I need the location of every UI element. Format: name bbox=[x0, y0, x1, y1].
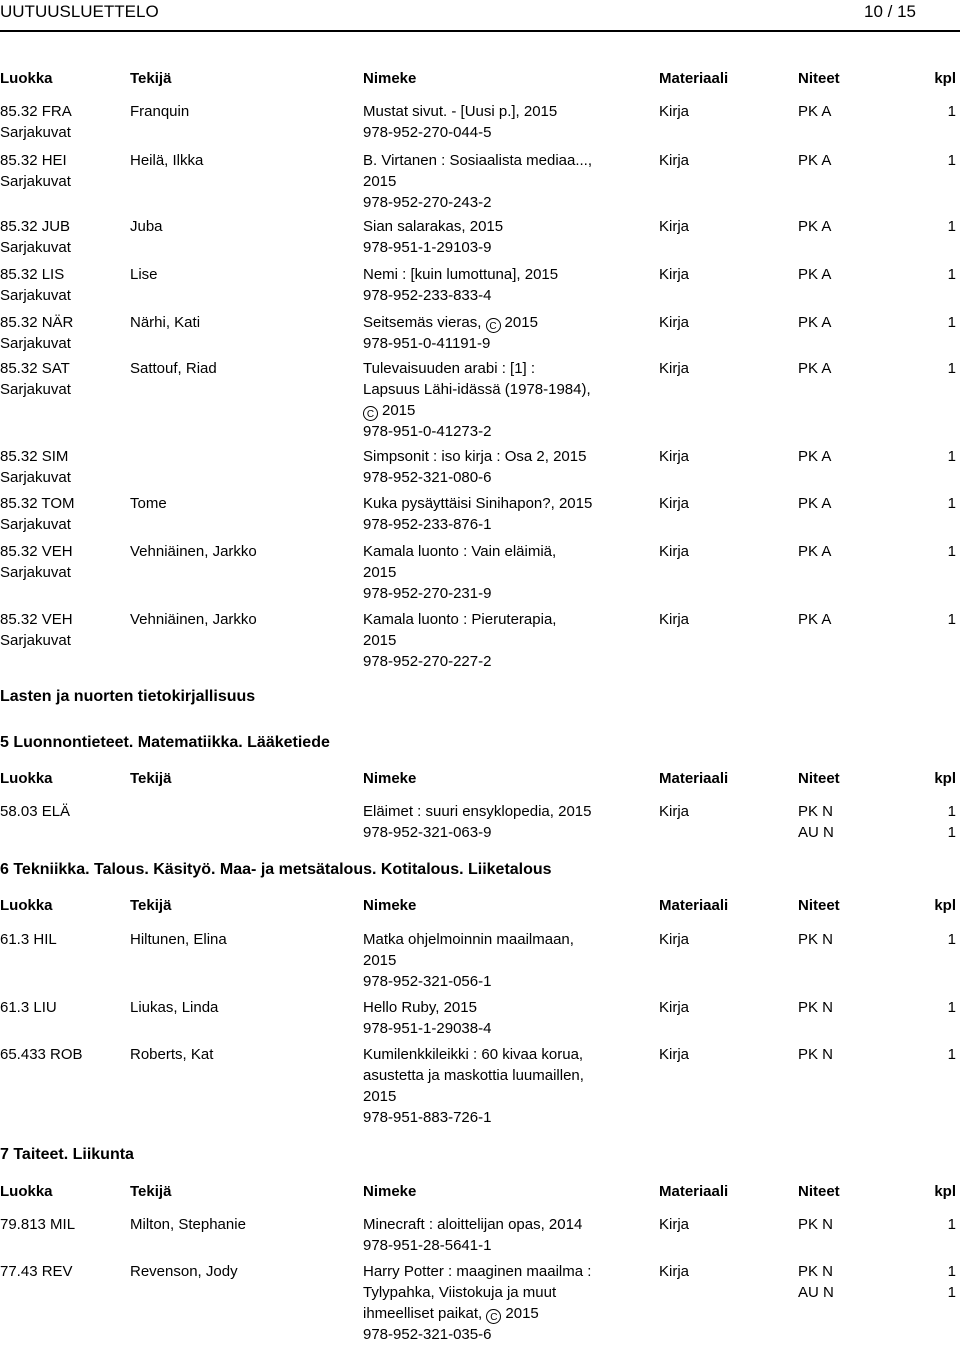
luokka-line: Sarjakuvat bbox=[0, 469, 71, 486]
cell-materiaali: Kirja bbox=[659, 543, 690, 560]
luokka-line: 85.32 TOM bbox=[0, 495, 75, 512]
niteet-line: PK A bbox=[798, 266, 832, 283]
niteet-line: PK N bbox=[798, 999, 834, 1016]
cell-kpl bbox=[948, 1044, 956, 1065]
column-header-nimeke: Nimeke bbox=[363, 770, 417, 787]
niteet-line: AU N bbox=[798, 824, 834, 841]
column-header-niteet: Niteet bbox=[798, 770, 840, 787]
nimeke-line: 978-951-883-726-1 bbox=[363, 1109, 492, 1126]
cell-materiaali: Kirja bbox=[659, 495, 690, 512]
section-heading: Lasten ja nuorten tietokirjallisuus bbox=[0, 688, 256, 705]
cell-niteet bbox=[798, 446, 831, 467]
cell-tekija: Juba bbox=[130, 218, 163, 235]
copyright-icon: C bbox=[486, 1309, 501, 1324]
nimeke-text: Seitsemäs vieras, bbox=[363, 314, 486, 331]
nimeke-line: Sian salarakas, 2015 bbox=[363, 218, 504, 235]
kpl-line: 1 bbox=[947, 448, 956, 465]
niteet-line: PK N bbox=[798, 1216, 834, 1233]
kpl-line: 1 bbox=[947, 152, 956, 169]
cell-luokka bbox=[0, 1214, 75, 1235]
cell-tekija: Heilä, Ilkka bbox=[130, 152, 204, 169]
column-header-kpl: kpl bbox=[934, 1183, 956, 1200]
nimeke-line: B. Virtanen : Sosiaalista mediaa..., bbox=[363, 152, 593, 169]
nimeke-line bbox=[363, 400, 591, 421]
cell-luokka bbox=[0, 997, 57, 1018]
luokka-line: Sarjakuvat bbox=[0, 564, 71, 581]
cell-tekija: Liukas, Linda bbox=[130, 999, 219, 1016]
luokka-line: Sarjakuvat bbox=[0, 287, 71, 304]
page-number: 10 / 15 bbox=[864, 2, 916, 21]
cell-luokka bbox=[0, 312, 73, 354]
cell-nimeke bbox=[363, 801, 591, 843]
luokka-line: 85.32 FRA bbox=[0, 103, 72, 120]
nimeke-line: 2015 bbox=[363, 564, 397, 581]
cell-nimeke bbox=[363, 541, 556, 604]
column-header-luokka: Luokka bbox=[0, 1183, 53, 1200]
luokka-line: 58.03 ELÄ bbox=[0, 803, 71, 820]
cell-luokka bbox=[0, 446, 71, 488]
nimeke-line: Matka ohjelmoinnin maailmaan, bbox=[363, 931, 574, 948]
cell-tekija: Närhi, Kati bbox=[130, 314, 201, 331]
luokka-line: Sarjakuvat bbox=[0, 632, 71, 649]
section-heading: 7 Taiteet. Liikunta bbox=[0, 1146, 134, 1163]
cell-niteet bbox=[798, 997, 833, 1018]
nimeke-line: 978-952-270-231-9 bbox=[363, 585, 492, 602]
cell-kpl bbox=[948, 493, 956, 514]
cell-materiaali: Kirja bbox=[659, 103, 690, 120]
niteet-line: PK N bbox=[798, 931, 834, 948]
nimeke-line: Eläimet : suuri ensyklopedia, 2015 bbox=[363, 803, 592, 820]
luokka-line: 85.32 HEI bbox=[0, 152, 67, 169]
cell-niteet bbox=[798, 264, 831, 285]
niteet-line: PK A bbox=[798, 360, 832, 377]
column-header-materiaali: Materiaali bbox=[659, 1183, 729, 1200]
cell-materiaali: Kirja bbox=[659, 611, 690, 628]
column-header-luokka: Luokka bbox=[0, 897, 53, 914]
nimeke-line: 2015 bbox=[363, 1088, 397, 1105]
luokka-line: 79.813 MIL bbox=[0, 1216, 76, 1233]
luokka-line: 61.3 LIU bbox=[0, 999, 57, 1016]
niteet-line: PK A bbox=[798, 495, 832, 512]
nimeke-line bbox=[363, 1303, 591, 1324]
kpl-line: 1 bbox=[947, 1263, 956, 1280]
luokka-line: 85.32 SAT bbox=[0, 360, 70, 377]
luokka-line: 85.32 LIS bbox=[0, 266, 65, 283]
nimeke-line: 978-952-233-833-4 bbox=[363, 287, 492, 304]
kpl-line: 1 bbox=[947, 103, 956, 120]
kpl-line: 1 bbox=[947, 824, 956, 841]
nimeke-line: Kuka pysäyttäisi Sinihapon?, 2015 bbox=[363, 495, 593, 512]
cell-kpl bbox=[948, 216, 956, 237]
nimeke-line: 2015 bbox=[363, 632, 397, 649]
cell-kpl bbox=[948, 609, 956, 630]
cell-niteet bbox=[798, 312, 831, 333]
niteet-line: PK A bbox=[798, 103, 832, 120]
cell-kpl bbox=[948, 1214, 956, 1235]
nimeke-line: Kumilenkkileikki : 60 kivaa korua, bbox=[363, 1046, 584, 1063]
kpl-line: 1 bbox=[947, 218, 956, 235]
cell-tekija: Tome bbox=[130, 495, 167, 512]
niteet-line: PK A bbox=[798, 543, 832, 560]
page-header bbox=[0, 0, 960, 28]
nimeke-text: 2015 bbox=[505, 1305, 539, 1322]
nimeke-line: Tylypahka, Viistokuja ja muut bbox=[363, 1284, 557, 1301]
niteet-line: PK A bbox=[798, 152, 832, 169]
cell-kpl bbox=[948, 101, 956, 122]
nimeke-line: Harry Potter : maaginen maailma : bbox=[363, 1263, 592, 1280]
cell-luokka bbox=[0, 358, 71, 400]
copyright-icon: C bbox=[363, 406, 378, 421]
nimeke-line: Mustat sivut. - [Uusi p.], 2015 bbox=[363, 103, 558, 120]
nimeke-line: Hello Ruby, 2015 bbox=[363, 999, 477, 1016]
nimeke-line: 978-952-321-063-9 bbox=[363, 824, 492, 841]
cell-nimeke bbox=[363, 358, 591, 442]
luokka-line: 85.32 VEH bbox=[0, 543, 73, 560]
nimeke-line: Lapsuus Lähi-idässä (1978-1984), bbox=[363, 381, 591, 398]
niteet-line: PK N bbox=[798, 1046, 834, 1063]
nimeke-line: Kamala luonto : Vain eläimiä, bbox=[363, 543, 557, 560]
kpl-line: 1 bbox=[947, 803, 956, 820]
column-header-materiaali: Materiaali bbox=[659, 70, 729, 87]
cell-nimeke bbox=[363, 1261, 591, 1345]
luokka-line: 85.32 JUB bbox=[0, 218, 71, 235]
nimeke-line: Tulevaisuuden arabi : [1] : bbox=[363, 360, 536, 377]
cell-materiaali: Kirja bbox=[659, 931, 690, 948]
cell-luokka bbox=[0, 541, 73, 583]
kpl-line: 1 bbox=[947, 266, 956, 283]
cell-niteet bbox=[798, 609, 831, 630]
cell-tekija: Milton, Stephanie bbox=[130, 1216, 246, 1233]
cell-materiaali: Kirja bbox=[659, 1216, 690, 1233]
column-header-tekija: Tekijä bbox=[130, 770, 172, 787]
kpl-line: 1 bbox=[947, 314, 956, 331]
cell-tekija: Vehniäinen, Jarkko bbox=[130, 611, 257, 628]
cell-nimeke bbox=[363, 216, 503, 258]
kpl-line: 1 bbox=[947, 360, 956, 377]
luokka-line: Sarjakuvat bbox=[0, 173, 71, 190]
nimeke-line: 978-951-1-29103-9 bbox=[363, 239, 492, 256]
nimeke-line: 978-952-270-243-2 bbox=[363, 194, 492, 211]
luokka-line: Sarjakuvat bbox=[0, 516, 71, 533]
cell-kpl bbox=[948, 150, 956, 171]
column-header-nimeke: Nimeke bbox=[363, 897, 417, 914]
nimeke-line: 2015 bbox=[363, 952, 397, 969]
cell-tekija: Sattouf, Riad bbox=[130, 360, 217, 377]
cell-kpl bbox=[948, 264, 956, 285]
cell-nimeke bbox=[363, 1044, 584, 1128]
column-header-materiaali: Materiaali bbox=[659, 897, 729, 914]
kpl-line: 1 bbox=[947, 1216, 956, 1233]
nimeke-text: ihmeelliset paikat, bbox=[363, 1305, 487, 1322]
column-header-nimeke: Nimeke bbox=[363, 1183, 417, 1200]
cell-materiaali: Kirja bbox=[659, 803, 690, 820]
cell-luokka bbox=[0, 929, 57, 950]
cell-luokka bbox=[0, 216, 71, 258]
kpl-line: 1 bbox=[947, 1284, 956, 1301]
nimeke-line: 978-951-28-5641-1 bbox=[363, 1237, 492, 1254]
kpl-line: 1 bbox=[947, 611, 956, 628]
niteet-line: PK N bbox=[798, 1263, 834, 1280]
niteet-line: AU N bbox=[798, 1284, 834, 1301]
column-header-tekija: Tekijä bbox=[130, 897, 172, 914]
cell-tekija: Revenson, Jody bbox=[130, 1263, 238, 1280]
luokka-line: 85.32 SIM bbox=[0, 448, 69, 465]
column-header-nimeke: Nimeke bbox=[363, 70, 417, 87]
nimeke-line: 2015 bbox=[363, 173, 397, 190]
section-heading: 6 Tekniikka. Talous. Käsityö. Maa- ja metsätalous. Kotitalous. Liiketalous bbox=[0, 861, 552, 878]
cell-kpl bbox=[948, 446, 956, 467]
cell-nimeke bbox=[363, 150, 592, 213]
nimeke-text: 2015 bbox=[504, 314, 538, 331]
cell-materiaali: Kirja bbox=[659, 1046, 690, 1063]
cell-niteet bbox=[798, 150, 831, 171]
cell-kpl bbox=[948, 929, 956, 950]
kpl-line: 1 bbox=[947, 495, 956, 512]
cell-niteet bbox=[798, 1214, 833, 1235]
cell-tekija: Vehniäinen, Jarkko bbox=[130, 543, 257, 560]
cell-tekija: Franquin bbox=[130, 103, 190, 120]
cell-kpl bbox=[948, 358, 956, 379]
cell-luokka bbox=[0, 264, 71, 306]
column-header-luokka: Luokka bbox=[0, 70, 53, 87]
cell-nimeke bbox=[363, 101, 557, 143]
cell-materiaali: Kirja bbox=[659, 218, 690, 235]
nimeke-line: 978-952-270-044-5 bbox=[363, 124, 492, 141]
cell-tekija: Lise bbox=[130, 266, 158, 283]
niteet-line: PK A bbox=[798, 448, 832, 465]
cell-niteet bbox=[798, 101, 831, 122]
column-header-tekija: Tekijä bbox=[130, 1183, 172, 1200]
cell-materiaali: Kirja bbox=[659, 314, 690, 331]
cell-niteet bbox=[798, 216, 831, 237]
cell-nimeke bbox=[363, 493, 592, 535]
header-rule bbox=[0, 30, 960, 32]
nimeke-line: Kamala luonto : Pieruterapia, bbox=[363, 611, 557, 628]
kpl-line: 1 bbox=[947, 543, 956, 560]
cell-niteet bbox=[798, 541, 831, 562]
cell-luokka bbox=[0, 150, 71, 192]
column-header-kpl: kpl bbox=[934, 770, 956, 787]
luokka-line: 61.3 HIL bbox=[0, 931, 57, 948]
cell-kpl bbox=[948, 801, 956, 843]
cell-nimeke bbox=[363, 609, 556, 672]
cell-kpl bbox=[948, 312, 956, 333]
cell-niteet bbox=[798, 1261, 834, 1303]
nimeke-line: Minecraft : aloittelijan opas, 2014 bbox=[363, 1216, 583, 1233]
cell-tekija: Hiltunen, Elina bbox=[130, 931, 227, 948]
cell-niteet bbox=[798, 929, 833, 950]
luokka-line: 65.433 ROB bbox=[0, 1046, 83, 1063]
document-title: UUTUUSLUETTELO bbox=[0, 2, 159, 21]
cell-niteet bbox=[798, 1044, 833, 1065]
cell-luokka bbox=[0, 1044, 83, 1065]
column-header-niteet: Niteet bbox=[798, 1183, 840, 1200]
luokka-line: Sarjakuvat bbox=[0, 239, 71, 256]
luokka-line: Sarjakuvat bbox=[0, 381, 71, 398]
column-header-luokka: Luokka bbox=[0, 770, 53, 787]
cell-nimeke bbox=[363, 997, 491, 1039]
luokka-line: Sarjakuvat bbox=[0, 335, 71, 352]
luokka-line: 77.43 REV bbox=[0, 1263, 73, 1280]
niteet-line: PK A bbox=[798, 611, 832, 628]
niteet-line: PK A bbox=[798, 218, 832, 235]
cell-materiaali: Kirja bbox=[659, 360, 690, 377]
cell-luokka bbox=[0, 493, 75, 535]
column-header-tekija: Tekijä bbox=[130, 70, 172, 87]
kpl-line: 1 bbox=[947, 1046, 956, 1063]
niteet-line: PK A bbox=[798, 314, 832, 331]
cell-nimeke bbox=[363, 1214, 582, 1256]
cell-niteet bbox=[798, 801, 834, 843]
cell-niteet bbox=[798, 358, 831, 379]
column-header-niteet: Niteet bbox=[798, 897, 840, 914]
cell-materiaali: Kirja bbox=[659, 152, 690, 169]
niteet-line: PK N bbox=[798, 803, 834, 820]
cell-luokka bbox=[0, 101, 72, 143]
nimeke-line: 978-951-0-41273-2 bbox=[363, 423, 492, 440]
cell-luokka bbox=[0, 1261, 73, 1282]
luokka-line: 85.32 VEH bbox=[0, 611, 73, 628]
nimeke-line: Simpsonit : iso kirja : Osa 2, 2015 bbox=[363, 448, 587, 465]
luokka-line: 85.32 NÄR bbox=[0, 314, 74, 331]
cell-kpl bbox=[948, 997, 956, 1018]
kpl-line: 1 bbox=[947, 931, 956, 948]
kpl-line: 1 bbox=[947, 999, 956, 1016]
nimeke-text: 2015 bbox=[382, 402, 416, 419]
cell-materiaali: Kirja bbox=[659, 999, 690, 1016]
cell-luokka bbox=[0, 609, 73, 651]
cell-materiaali: Kirja bbox=[659, 448, 690, 465]
column-header-niteet: Niteet bbox=[798, 70, 840, 87]
copyright-icon: C bbox=[486, 318, 501, 333]
nimeke-line: 978-952-233-876-1 bbox=[363, 516, 492, 533]
cell-materiaali: Kirja bbox=[659, 266, 690, 283]
column-header-kpl: kpl bbox=[934, 897, 956, 914]
section-heading: 5 Luonnontieteet. Matematiikka. Lääketiede bbox=[0, 734, 330, 751]
nimeke-line: 978-952-321-056-1 bbox=[363, 973, 492, 990]
cell-nimeke bbox=[363, 312, 538, 354]
cell-tekija: Roberts, Kat bbox=[130, 1046, 214, 1063]
cell-kpl bbox=[948, 541, 956, 562]
nimeke-line: 978-952-270-227-2 bbox=[363, 653, 492, 670]
nimeke-line bbox=[363, 312, 538, 333]
cell-kpl bbox=[948, 1261, 956, 1303]
nimeke-line: asustetta ja maskottia luumaillen, bbox=[363, 1067, 584, 1084]
cell-nimeke bbox=[363, 446, 586, 488]
column-header-kpl: kpl bbox=[934, 70, 956, 87]
luokka-line: Sarjakuvat bbox=[0, 124, 71, 141]
nimeke-line: 978-952-321-035-6 bbox=[363, 1326, 492, 1343]
nimeke-line: 978-952-321-080-6 bbox=[363, 469, 492, 486]
cell-materiaali: Kirja bbox=[659, 1263, 690, 1280]
nimeke-line: Nemi : [kuin lumottuna], 2015 bbox=[363, 266, 559, 283]
column-header-materiaali: Materiaali bbox=[659, 770, 729, 787]
cell-niteet bbox=[798, 493, 831, 514]
cell-luokka bbox=[0, 801, 70, 822]
cell-nimeke bbox=[363, 264, 558, 306]
nimeke-line: 978-951-1-29038-4 bbox=[363, 1020, 492, 1037]
nimeke-line: 978-951-0-41191-9 bbox=[363, 335, 491, 352]
cell-nimeke bbox=[363, 929, 574, 992]
